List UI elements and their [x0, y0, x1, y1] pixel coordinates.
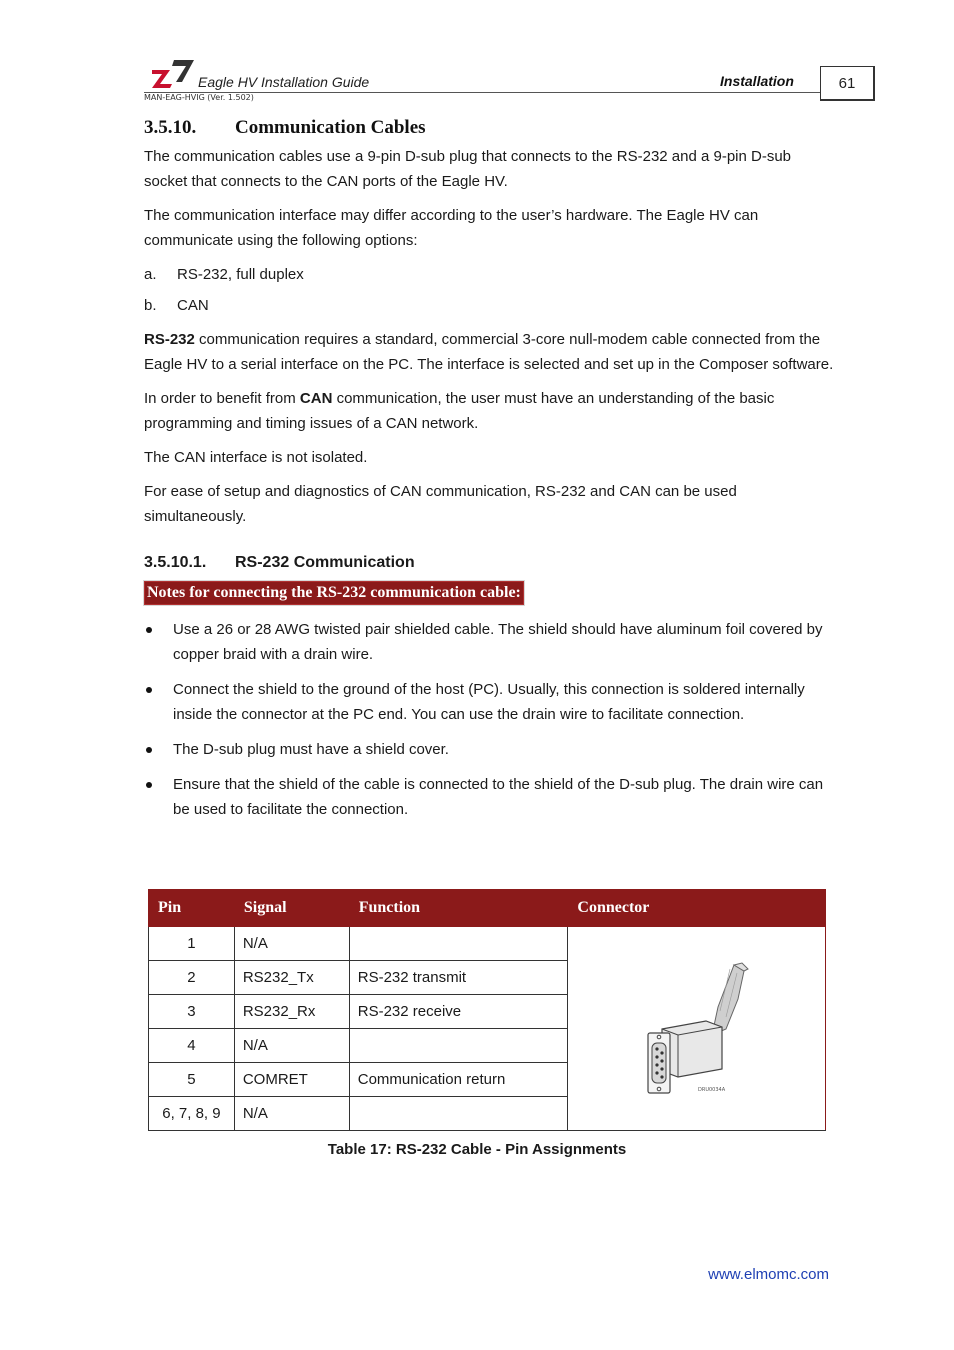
list-item: The D-sub plug must have a shield cover. [144, 737, 834, 762]
connector-cell [568, 927, 826, 1131]
header-connector: Connector [568, 890, 826, 927]
elmo-logo-icon [148, 58, 194, 88]
pin-assignment-table [148, 889, 826, 1131]
paragraph-interface: The communication interface may differ according to the user’s hardware. The Eagle HV can communicate using the following options: [144, 207, 759, 249]
section-number: 3.5.10. [144, 117, 197, 138]
bullet-icon [146, 747, 152, 753]
table-row [149, 927, 826, 961]
function-cell [349, 1097, 568, 1131]
pin-cell: 4 [149, 1029, 235, 1063]
bullet-icon [146, 627, 152, 633]
table-header-row [149, 890, 826, 927]
paragraph-not-isolated: The CAN interface is not isolated. [144, 449, 368, 466]
dsub-connector-image [642, 959, 752, 1099]
bullet-icon [146, 782, 152, 788]
pin-cell: 2 [149, 961, 235, 995]
doc-title: Eagle HV Installation Guide [198, 74, 370, 90]
signal-cell: N/A [234, 1029, 349, 1063]
website-link[interactable]: www.elmomc.com [708, 1266, 829, 1283]
page-header [144, 58, 876, 104]
function-cell [349, 1029, 568, 1063]
section-heading [144, 114, 834, 144]
header-pin: Pin [149, 890, 235, 927]
pin-cell: 5 [149, 1063, 235, 1097]
paragraph-can: In order to benefit from CAN communication, the user must have an understanding of the basic programming and timing issues of a CAN network. [144, 390, 775, 432]
signal-cell: N/A [234, 927, 349, 961]
signal-cell: N/A [234, 1097, 349, 1131]
notes-list [144, 617, 834, 822]
pin-cell: 6, 7, 8, 9 [149, 1097, 235, 1131]
header-signal: Signal [234, 890, 349, 927]
table-caption: Table 17: RS-232 Cable - Pin Assignments [327, 1141, 627, 1158]
signal-cell: RS232_Rx [234, 995, 349, 1029]
option-item-a: a. RS-232, full duplex [144, 266, 304, 283]
option-item-b: b. CAN [144, 297, 209, 314]
paragraph-rs232: RS-232 communication requires a standard, commercial 3-core null-modem cable connected from the Eagle HV to a serial interface on the PC. The interface is selected and set up in the Composer software. [144, 331, 834, 373]
signal-cell: COMRET [234, 1063, 349, 1097]
list-item: Use a 26 or 28 AWG twisted pair shielded cable. The shield should have aluminum foil covered by copper braid with a drain wire. [144, 617, 834, 667]
subsection-title: RS-232 Communication [235, 554, 415, 571]
pin-cell: 1 [149, 927, 235, 961]
page-number: 61 [820, 66, 875, 101]
doc-code: MAN-EAG-HVIG (Ver. 1.502) [144, 93, 254, 102]
bullet-icon [146, 687, 152, 693]
pin-cell: 3 [149, 995, 235, 1029]
page-content [144, 114, 834, 832]
function-cell: RS-232 transmit [349, 961, 568, 995]
header-function: Function [349, 890, 568, 927]
header-section-name: Installation [720, 73, 794, 89]
notes-heading-bar: Notes for connecting the RS-232 communication cable: [144, 581, 524, 605]
signal-cell: RS232_Tx [234, 961, 349, 995]
subsection-number: 3.5.10.1. [144, 554, 207, 571]
list-item: Ensure that the shield of the cable is connected to the shield of the D-sub plug. The drain wire can be used to facilitate the connection. [144, 772, 834, 822]
function-cell: RS-232 receive [349, 995, 568, 1029]
subsection-heading [144, 551, 834, 575]
connector-label: DRU0034A [697, 1086, 725, 1093]
paragraph-simultaneous: For ease of setup and diagnostics of CAN communication, RS-232 and CAN can be used simultaneously. [144, 483, 737, 525]
paragraph-intro: The communication cables use a 9-pin D-sub plug that connects to the RS-232 and a 9-pin D-sub socket that connects to the CAN ports of the Eagle HV. [144, 148, 792, 190]
function-cell [349, 927, 568, 961]
list-item: Connect the shield to the ground of the host (PC). Usually, this connection is soldered internally inside the connector at the PC end. You can use the drain wire to facilitate connection. [144, 677, 834, 727]
section-title: Communication Cables [235, 117, 426, 138]
function-cell: Communication return [349, 1063, 568, 1097]
